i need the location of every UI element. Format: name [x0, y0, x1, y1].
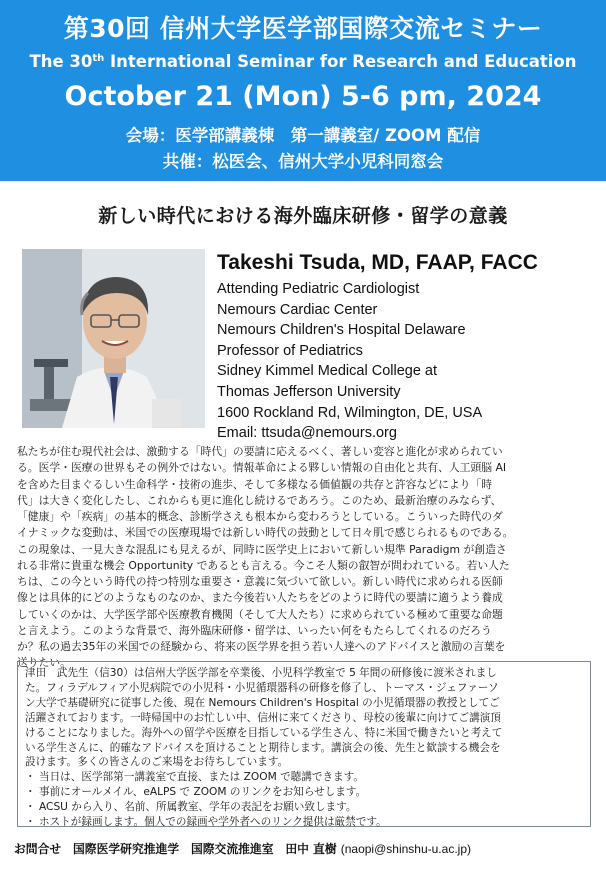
bullet-icon: ・	[25, 816, 36, 829]
abstract-line: 像とは具体的にどのようなものなのか、また今後若い人たちをどのように時代の要請に適うよう養成	[17, 591, 503, 605]
speaker-bio-box	[17, 661, 591, 827]
bio-line: いる学生さんに、的確なアドバイスを頂けることと期待します。講演会の後、先生と歓談する機会を	[25, 741, 501, 754]
notice-text: ACSU から入り、名前、所属教室、学年の表記をお願い致します。	[39, 801, 357, 814]
title-en-number: The 30	[29, 52, 93, 71]
seminar-title-jp: 第30回 信州大学医学部国際交流セミナー	[63, 14, 543, 43]
abstract-line: していくのかは、大学医学部や医療教育機関（そして大人たち）に求められている極めて重要な命題	[17, 607, 503, 621]
speaker-photo	[22, 249, 205, 428]
speaker-title: Professor of Pediatrics	[217, 342, 363, 359]
notice-item	[25, 770, 584, 785]
seminar-title-en	[0, 52, 606, 71]
abstract-line: を含めた目まぐるしい生命科学・技術の進歩、そして多様なる価値観の共存と許容などにより「時	[17, 477, 493, 491]
abstract-text	[17, 444, 590, 672]
speaker-portrait-illustration	[22, 249, 205, 428]
notice-text: 事前にオールメイル、eALPS で ZOOM のリンクをお知らせします。	[39, 786, 367, 799]
contact-label: お問合せ 国際医学研究推進学 国際交流推進室 田中 直樹	[14, 842, 341, 856]
abstract-line: 私たちが住む現代社会は、激動する「時代」の要請に応えるべく、著しい変容と進化が求められてい	[17, 445, 503, 458]
abstract-line: 「健康」や「疾病」の基本的概念、診断学さえも根本から変わろうとしている。こういった時代のダ	[17, 510, 503, 523]
bullet-icon: ・	[25, 786, 36, 799]
abstract-line: る。医学・医療の世界もその例外ではない。情報革命による夥しい情報の自由化と共有、人工頭脳 AI	[17, 461, 507, 475]
notice-item	[25, 785, 584, 800]
seminar-venue: 会場：医学部講義棟 第一講義室/ ZOOM 配信	[125, 126, 481, 145]
notice-item	[25, 815, 584, 830]
lecture-title: 新しい時代における海外臨床研修・留学の意義	[98, 205, 508, 227]
speaker-address: 1600 Rockland Rd, Wilmington, DE, USA	[217, 404, 483, 421]
speaker-info	[217, 249, 597, 444]
speaker-affiliations	[217, 279, 597, 444]
seminar-header	[0, 0, 606, 181]
bio-line: 活躍されております。一時帰国中のお忙しい中、信州に来てくださり、母校の後輩に向けてご講演頂	[25, 711, 501, 724]
speaker-college: Sidney Kimmel Medical College at	[217, 363, 438, 380]
title-en-rest: International Seminar for Research and Education	[104, 52, 577, 71]
speaker-email[interactable]: Email: ttsuda@nemours.org	[217, 425, 397, 442]
abstract-line: イナミックな変動は、米国での医療現場では新しい時代の鼓動として日々肌で感じられるものである。	[17, 526, 514, 540]
abstract-line: れる非常に貴重な機会 Opportunity であるとも言える。今こそ人類の叡智が問われている。若い人た	[17, 558, 510, 572]
contact-footer	[14, 840, 600, 857]
speaker-center: Nemours Cardiac Center	[217, 301, 378, 318]
notice-item	[25, 800, 584, 815]
abstract-line: と言えよう。このような背景で、海外臨床研修・留学は、いったい何をもたらしてくれるのだろう	[17, 623, 492, 637]
bio-line: 設けます。多くの皆さんのご来場をお待ちしています。	[25, 756, 289, 769]
abstract-line: か？私の過去35年の米国での経験から、将来の医学界を担う若い人達へのアドバイスと激励の言葉を	[17, 640, 506, 653]
bio-line: 津田 武先生（信30）は信州大学医学部を卒業後、小児科学教室で 5 年間の研修後に渡米されまし	[25, 667, 497, 679]
speaker-university: Thomas Jefferson University	[217, 383, 401, 400]
seminar-date: October 21 (Mon) 5-6 pm, 2024	[64, 81, 542, 112]
speaker-hospital: Nemours Children's Hospital Delaware	[217, 322, 466, 339]
bio-line: けることになりました。海外への留学や医療を目指している学生さん、特に米国で働きたいと考えて	[25, 726, 503, 739]
notice-text: ホストが録画します。個人での録画や学外者へのリンク提供は厳禁です。	[39, 816, 387, 829]
bio-line: ン大学で基礎研究に従事した後、現在 Nemours Children's Hospital の小児循環器の教授としてご	[25, 696, 500, 709]
speaker-name: Takeshi Tsuda, MD, FAAP, FACC	[217, 251, 538, 274]
abstract-line: 送りたい。	[17, 656, 71, 670]
contact-email[interactable]: (naopi@shinshu-u.ac.jp)	[340, 842, 471, 856]
abstract-line: 代」は大きく変化したし、これからも更に進化し続けるであろう。このため、最新治療のみならず、	[17, 493, 502, 507]
abstract-line: ちは、この今という時代の持つ特別な重要さ・意義に気づいて欲しい。新しい時代に求められる医師	[17, 575, 503, 588]
speaker-role: Attending Pediatric Cardiologist	[217, 281, 420, 297]
abstract-line: この現象は、一見大きな混乱にも見えるが、同時に医学史上において新しい規準 Paradigm が創造さ	[17, 542, 507, 556]
seminar-cohost: 共催：松医会、信州大学小児科同窓会	[162, 152, 444, 171]
bio-line: た。フィラデルフィア小児病院での小児科・小児循環器科の研修を修了し、トーマス・ジェファーソ	[25, 681, 499, 694]
bullet-icon: ・	[25, 771, 36, 784]
bullet-icon: ・	[25, 801, 36, 814]
notice-text: 当日は、医学部第一講義室で直接、または ZOOM で聴講できます。	[39, 771, 364, 784]
title-en-ordinal: th	[92, 53, 105, 64]
